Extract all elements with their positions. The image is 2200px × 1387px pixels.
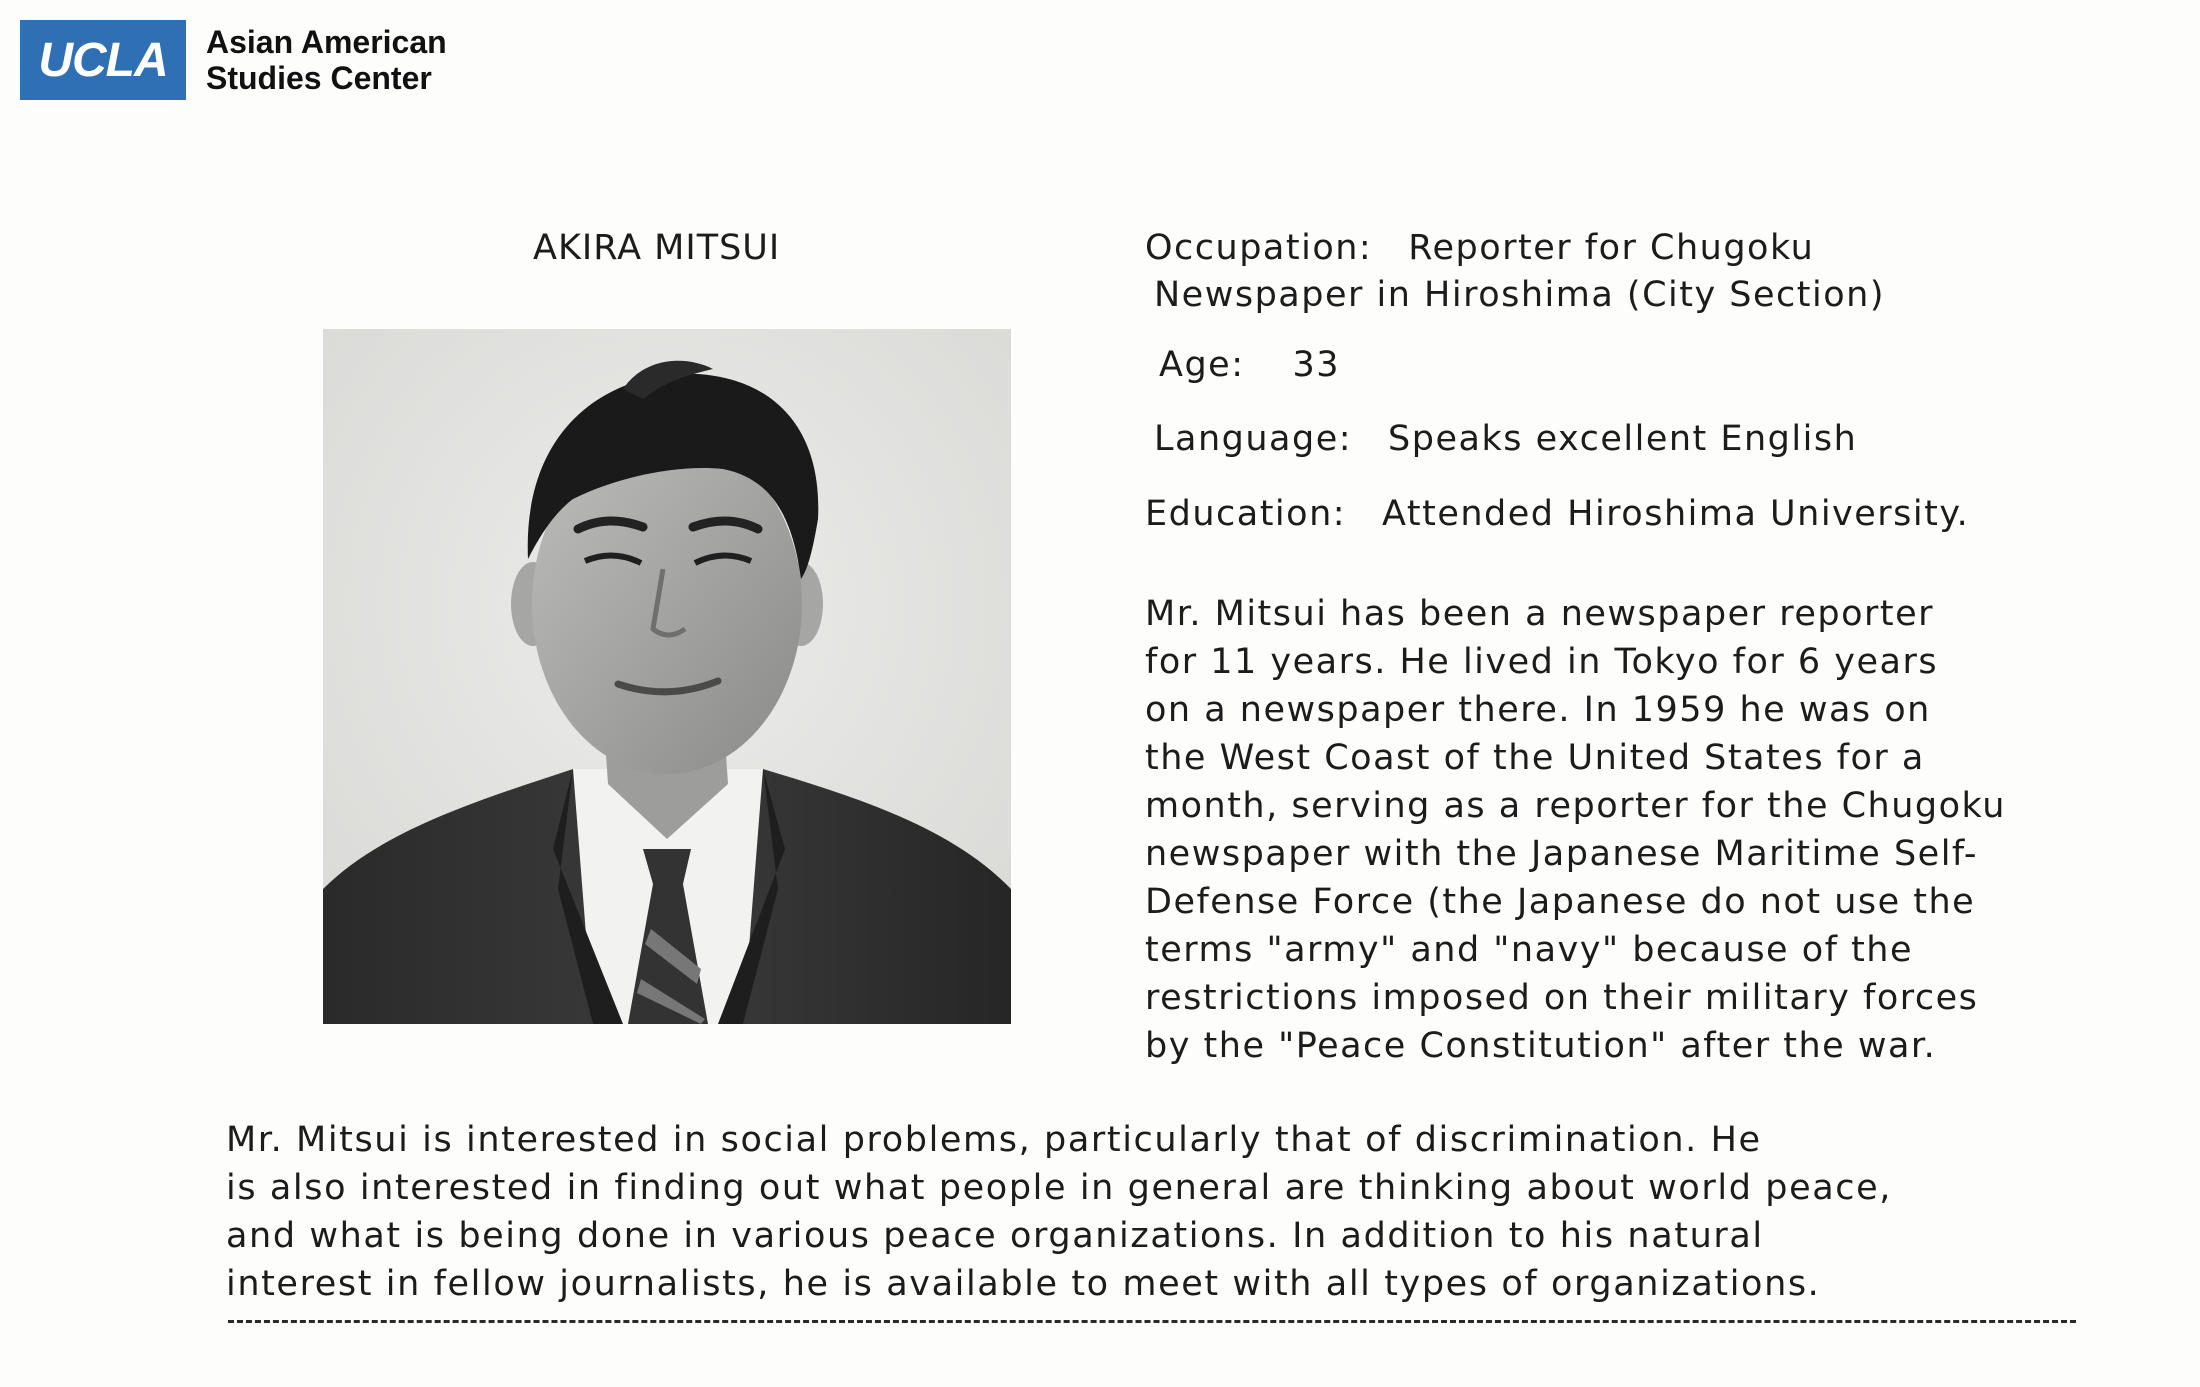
occupation-label: Occupation: [1145, 228, 1373, 268]
age-value: 33 [1292, 345, 1341, 385]
bio-line: newspaper with the Japanese Maritime Self- [1145, 834, 1978, 874]
bio-line: terms "army" and "navy" because of the [1145, 930, 1914, 970]
interests-line: and what is being done in various peace organizations. In addition to his natural [226, 1216, 1764, 1256]
education-row [1145, 494, 1969, 534]
bio-line: Mr. Mitsui has been a newspaper reporter [1145, 594, 1935, 634]
age-label: Age: [1159, 345, 1245, 385]
bio-line: month, serving as a reporter for the Chugoku [1145, 786, 2006, 826]
bio-line: the West Coast of the United States for a [1145, 738, 1925, 778]
bio-line: by the "Peace Constitution" after the war. [1145, 1026, 1937, 1066]
language-row [1154, 419, 1857, 459]
interests-line: interest in fellow journalists, he is available to meet with all types of organizations. [226, 1264, 1821, 1304]
person-name: AKIRA MITSUI [533, 228, 781, 268]
logo-line-1: Asian American [206, 24, 447, 60]
language-label: Language: [1154, 419, 1353, 459]
occupation-row [1145, 228, 1814, 268]
age-row [1159, 345, 1340, 385]
education-value: Attended Hiroshima University. [1382, 494, 1970, 534]
language-value: Speaks excellent English [1388, 419, 1858, 459]
interests-line: Mr. Mitsui is interested in social problems, particularly that of discrimination. He [226, 1120, 1762, 1160]
bio-line: on a newspaper there. In 1959 he was on [1145, 690, 1931, 730]
interests-paragraph [226, 1116, 1892, 1308]
ucla-logo-mark: UCLA [20, 20, 186, 100]
bio-line: for 11 years. He lived in Tokyo for 6 years [1145, 642, 1939, 682]
interests-line: is also interested in finding out what people in general are thinking about world peace, [226, 1168, 1892, 1208]
bio-paragraph [1145, 590, 2006, 1070]
logo-line-2: Studies Center [206, 60, 432, 96]
occupation-value-line-1: Reporter for Chugoku [1408, 228, 1815, 268]
bio-line: Defense Force (the Japanese do not use the [1145, 882, 1976, 922]
logo-wordmark [206, 24, 447, 96]
portrait-photo [323, 329, 1011, 1024]
ucla-aasc-logo[interactable] [20, 20, 447, 100]
education-label: Education: [1145, 494, 1347, 534]
bio-line: restrictions imposed on their military forces [1145, 978, 1979, 1018]
occupation-value-line-2: Newspaper in Hiroshima (City Section) [1154, 275, 1885, 315]
dashed-divider [228, 1320, 2076, 1323]
